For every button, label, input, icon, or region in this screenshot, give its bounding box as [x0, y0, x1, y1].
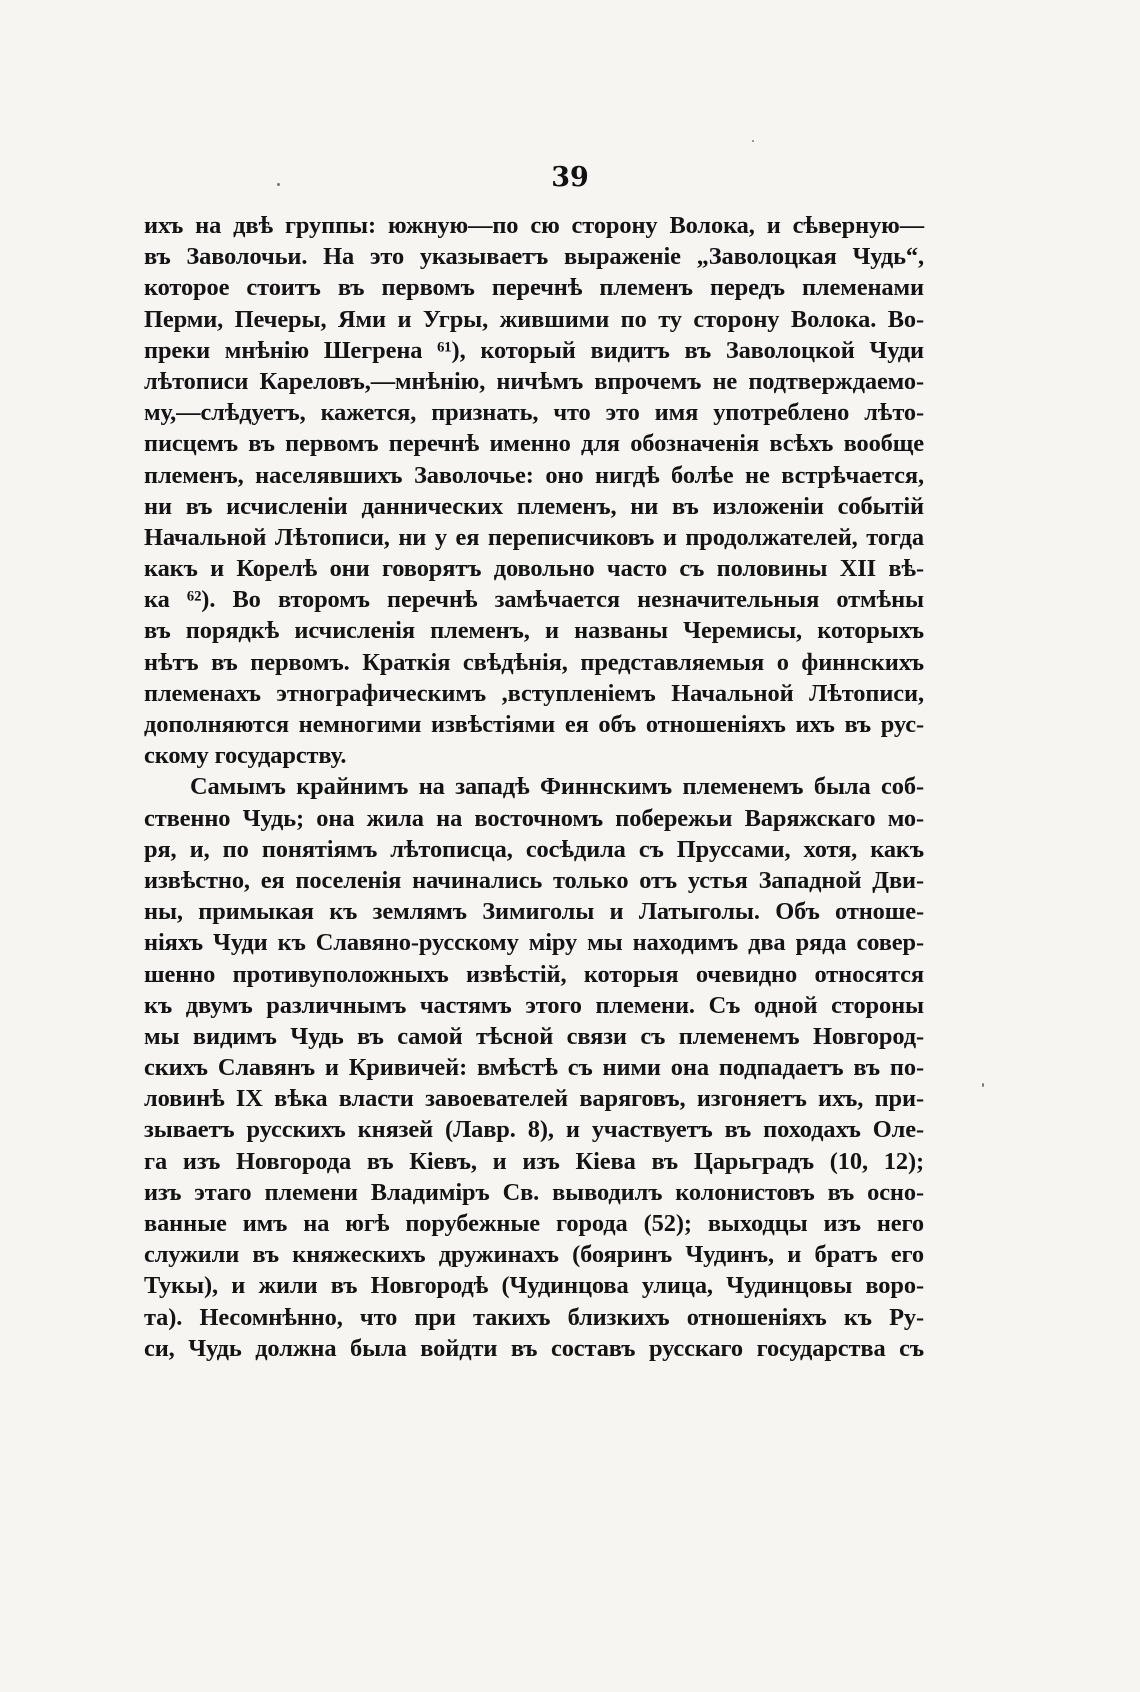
text-line: та). Несомнѣнно, что при такихъ близкихъ отношеніяхъ къ Ру- [144, 1303, 924, 1331]
text-line: ванные имъ на югѣ порубежные города (52); выходцы изъ него [144, 1210, 924, 1237]
text-line: ихъ на двѣ группы: южную—по сю сторону Волока, и сѣверную— [144, 212, 924, 239]
text-line: писцемъ въ первомъ перечнѣ именно для обозначенія всѣхъ вообще [144, 430, 924, 458]
text-line: въ Заволочьи. На это указываетъ выраженіе „Заволоцкая Чудь“, [144, 243, 924, 271]
text-line: ка ⁶²). Во второмъ перечнѣ замѣчается незначительныя отмѣны [144, 586, 924, 614]
text-line: му,—слѣдуетъ, кажется, признать, что это имя употреблено лѣто- [144, 399, 924, 427]
speck [982, 1083, 984, 1087]
text-line: си, Чудь должна была войдти въ составъ русскаго государства съ [144, 1334, 924, 1362]
text-line: мы видимъ Чудь въ самой тѣсной связи съ племенемъ Новгород- [144, 1022, 924, 1050]
text-line: къ двумъ различнымъ частямъ этого племени. Съ одной стороны [144, 991, 924, 1019]
text-line: племенахъ этнографическимъ ,вступленіемъ Начальной Лѣтописи, [144, 679, 924, 707]
text-line: лѣтописи Кареловъ,—мнѣнію, ничѣмъ впрочемъ не подтверждаемо- [144, 367, 924, 395]
page-number: 39 [551, 162, 589, 193]
text-line: Перми, Печеры, Ями и Угры, жившими по ту сторону Волока. Во- [144, 305, 924, 333]
text-line: Начальной Лѣтописи, ни у ея переписчиковъ и продолжателей, тогда [144, 523, 924, 551]
text-line: шенно противуположныхъ извѣстій, которыя очевидно относятся [144, 960, 924, 988]
text-line: ни въ исчисленіи даннических племенъ, ни въ изложеніи событій [144, 492, 924, 520]
text-line: дополняются немногими извѣстіями ея объ отношеніяхъ ихъ въ рус- [144, 711, 924, 738]
speck [752, 140, 754, 142]
text-line: Тукы), и жили въ Новгородѣ (Чудинцова улица, Чудинцовы воро- [144, 1272, 924, 1300]
text-line: изъ этаго племени Владиміръ Св. выводилъ колонистовъ въ осно- [144, 1178, 924, 1206]
body-text [144, 210, 924, 1364]
text-line: га изъ Новгорода въ Кіевъ, и изъ Кіева въ Царьградъ (10, 12); [144, 1147, 924, 1175]
text-line: ря, и, по понятіямъ лѣтописца, сосѣдила съ Пруссами, хотя, какъ [144, 835, 924, 863]
text-line: ніяхъ Чуди къ Славяно-русскому міру мы находимъ два ряда совер- [144, 929, 924, 957]
text-line: ственно Чудь; она жила на восточномъ побережьи Варяжскаго мо- [144, 804, 924, 832]
text-line: ловинѣ IX вѣка власти завоевателей варяговъ, изгоняетъ ихъ, при- [144, 1085, 924, 1113]
text-line: служили въ княжескихъ дружинахъ (бояринъ Чудинъ, и братъ его [144, 1241, 924, 1269]
text-line: ны, примыкая къ землямъ Зимиголы и Латыголы. Объ отноше- [144, 898, 924, 926]
text-line: которое стоитъ въ первомъ перечнѣ племенъ передъ племенами [144, 274, 924, 302]
text-line: Самымъ крайнимъ на западѣ Финнскимъ племенемъ была соб- [190, 773, 924, 801]
text-line: извѣстно, ея поселенія начинались только отъ устья Западной Дви- [144, 866, 924, 894]
text-line: зываетъ русскихъ князей (Лавр. 8), и участвуетъ въ походахъ Оле- [144, 1116, 924, 1144]
text-line: нѣтъ въ первомъ. Краткія свѣдѣнія, представляемыя о финнскихъ [144, 648, 924, 676]
text-line: скихъ Славянъ и Кривичей: вмѣстѣ съ ними она подпадаетъ въ по- [144, 1054, 924, 1082]
text-line: племенъ, населявшихъ Заволочье: оно нигдѣ болѣе не встрѣчается, [144, 461, 924, 489]
text-line: преки мнѣнію Шегрена ⁶¹), который видитъ въ Заволоцкой Чуди [144, 336, 924, 364]
text-line: какъ и Корелѣ они говорятъ довольно часто съ половины XII вѣ- [144, 555, 924, 583]
speck [277, 183, 280, 186]
text-line: въ порядкѣ исчисленія племенъ, и названы Черемисы, которыхъ [144, 617, 924, 645]
text-line: скому государству. [144, 742, 347, 770]
